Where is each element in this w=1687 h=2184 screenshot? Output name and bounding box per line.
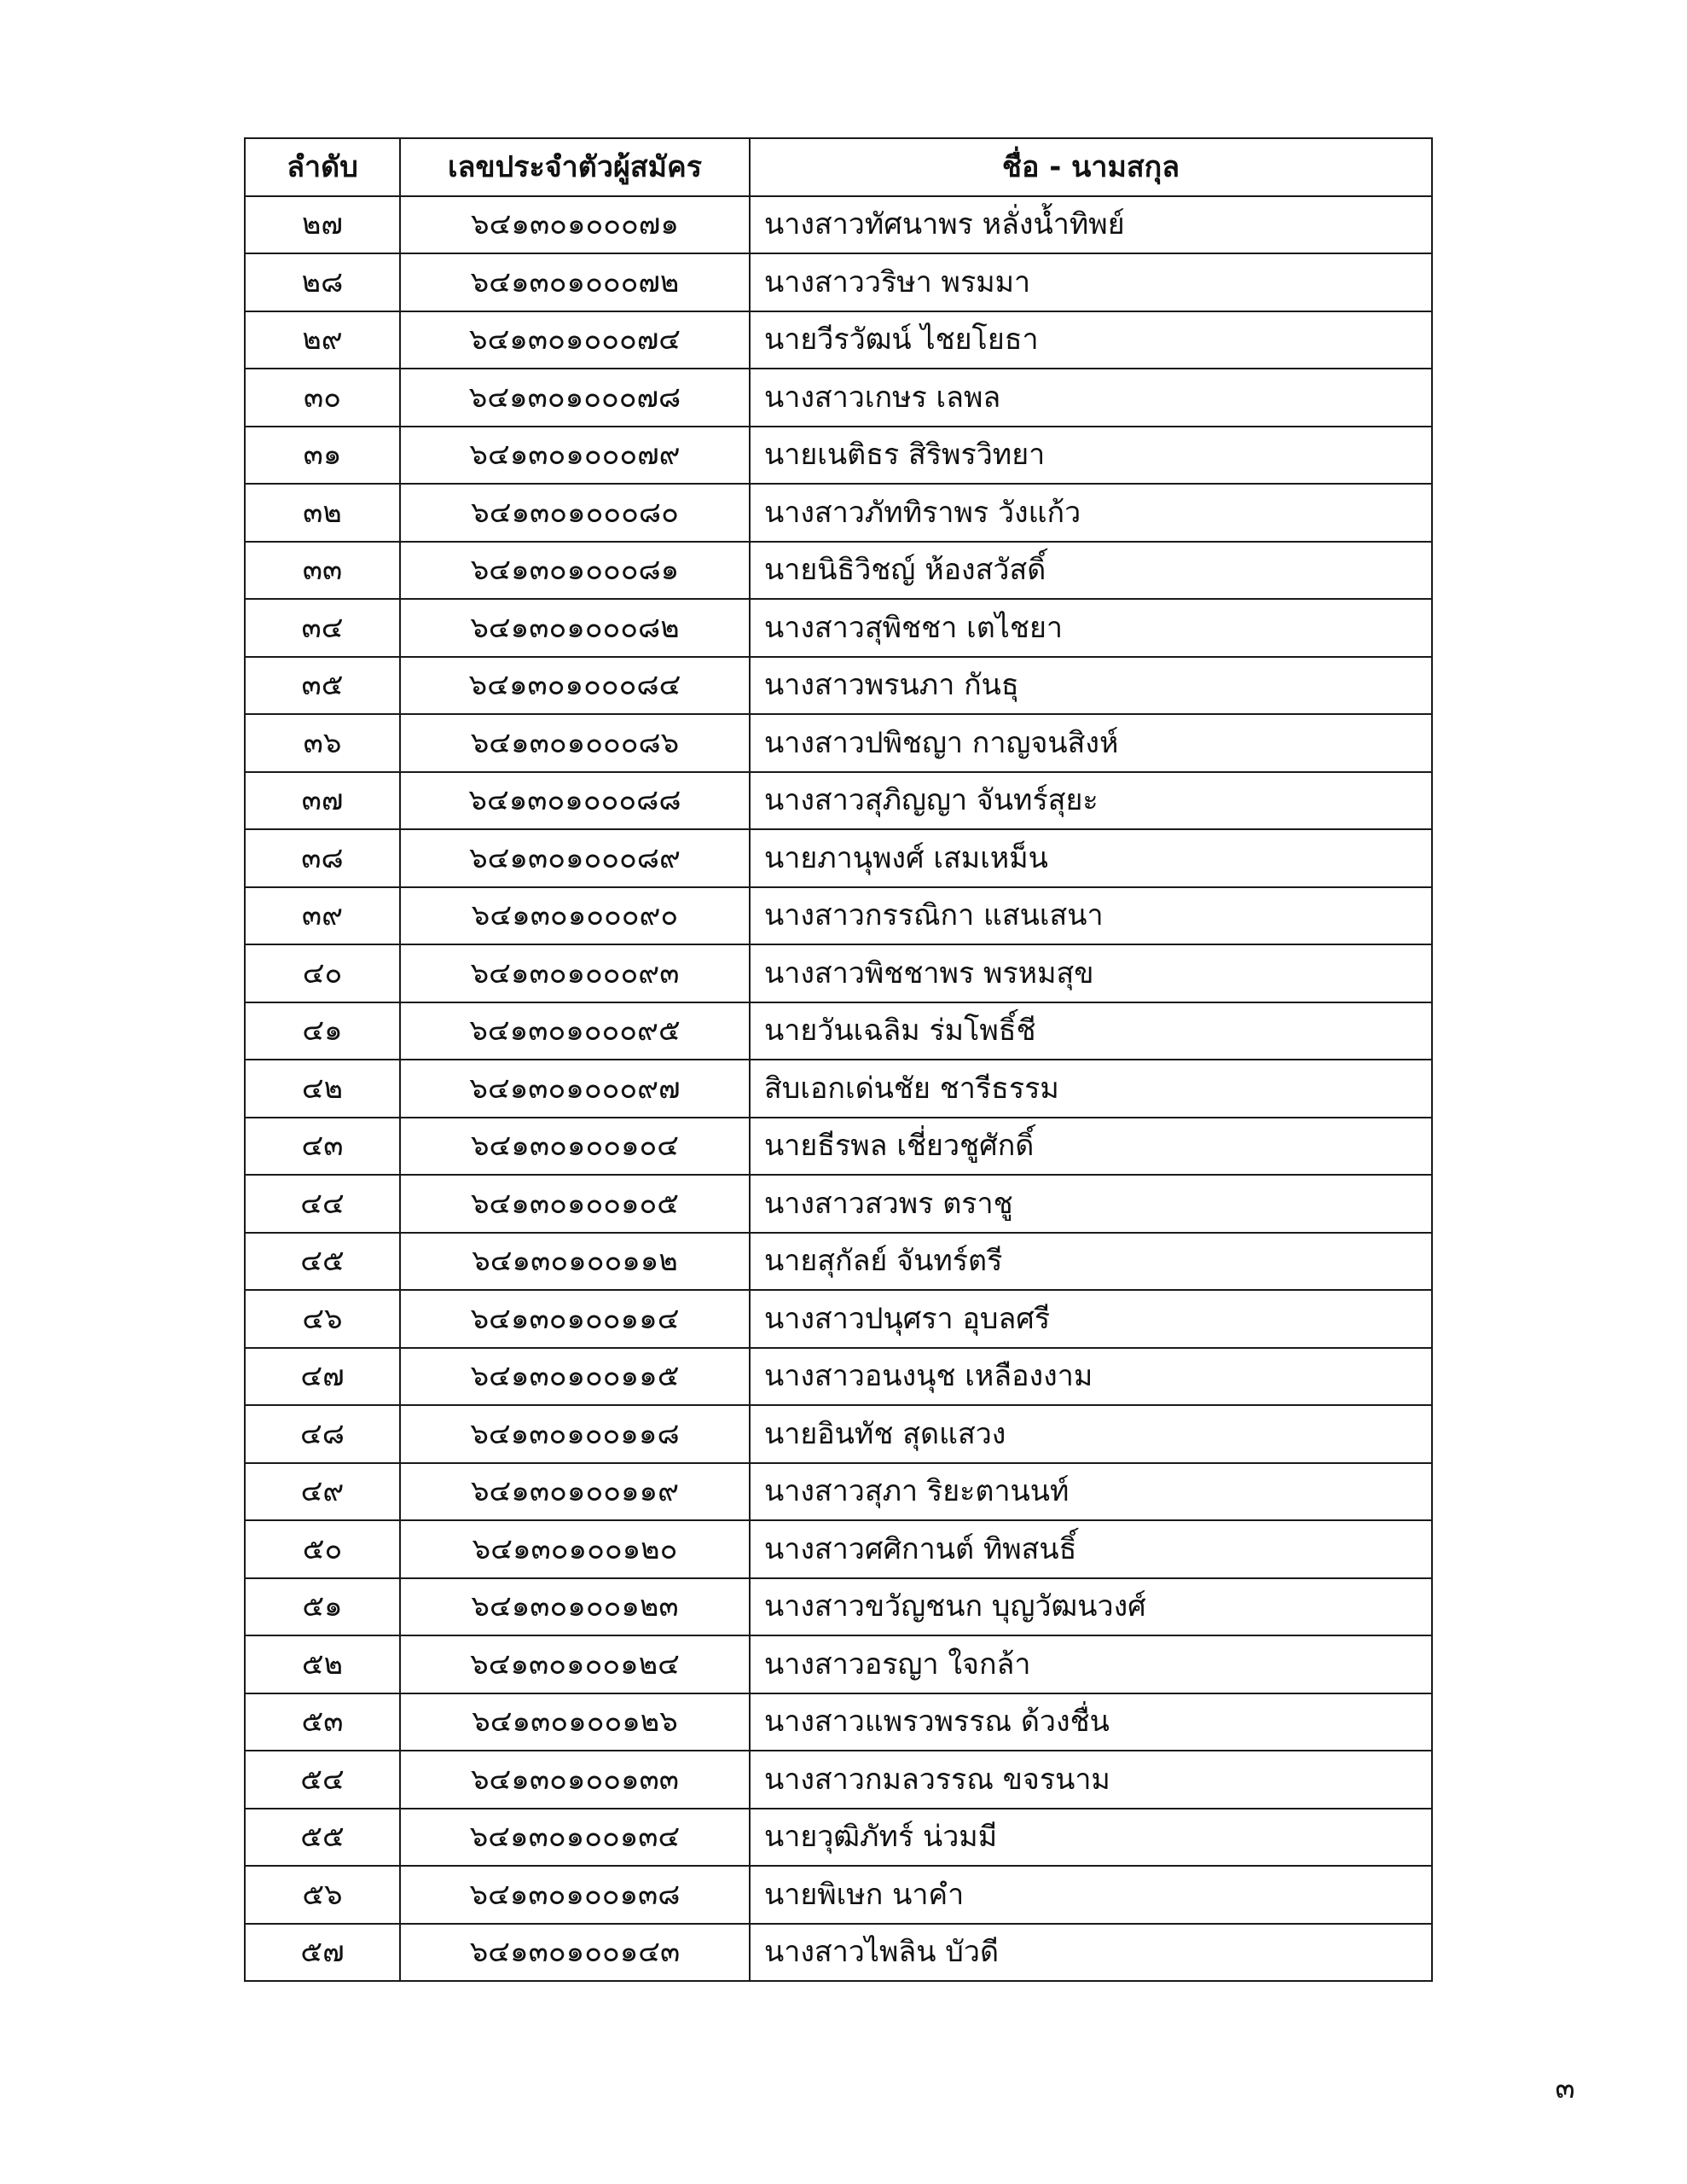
page-number: ๓ — [1555, 2071, 1575, 2106]
applicant-id: ๖๔๑๓๐๑๐๐๐๗๘ — [400, 369, 750, 427]
table-row — [245, 369, 1432, 427]
row-number: ๔๔ — [245, 1175, 400, 1233]
applicant-id: ๖๔๑๓๐๑๐๐๐๘๔ — [400, 657, 750, 715]
row-number: ๔๘ — [245, 1405, 400, 1463]
row-number: ๔๕ — [245, 1233, 400, 1291]
row-number: ๓๓ — [245, 542, 400, 600]
header-applicant-id: เลขประจำตัวผู้สมัคร — [400, 138, 750, 196]
applicant-name: นางสาวทัศนาพร หลั่งน้ำทิพย์ — [750, 196, 1432, 254]
applicant-id: ๖๔๑๓๐๑๐๐๐๗๙ — [400, 427, 750, 485]
applicant-id: ๖๔๑๓๐๑๐๐๑๒๖ — [400, 1693, 750, 1751]
applicant-id: ๖๔๑๓๐๑๐๐๐๙๐ — [400, 887, 750, 945]
row-number: ๓๑ — [245, 427, 400, 485]
table-row — [245, 1866, 1432, 1924]
table-row — [245, 1118, 1432, 1176]
table-row — [245, 311, 1432, 369]
row-number: ๓๕ — [245, 657, 400, 715]
row-number: ๔๙ — [245, 1463, 400, 1521]
applicant-name: นางสาวปพิชญา กาญจนสิงห์ — [750, 714, 1432, 772]
table-row — [245, 599, 1432, 657]
table-row — [245, 829, 1432, 887]
applicant-id: ๖๔๑๓๐๑๐๐๑๑๙ — [400, 1463, 750, 1521]
applicant-name: นางสาวสุภา ริยะตานนท์ — [750, 1463, 1432, 1521]
applicant-name: นางสาวปนุศรา อุบลศรี — [750, 1290, 1432, 1348]
applicant-name: นางสาวเกษร เลพล — [750, 369, 1432, 427]
applicant-id: ๖๔๑๓๐๑๐๐๑๒๔ — [400, 1635, 750, 1693]
applicant-name: นางสาวไพลิน บัวดี — [750, 1924, 1432, 1982]
row-number: ๕๔ — [245, 1751, 400, 1809]
table-row — [245, 1233, 1432, 1291]
row-number: ๔๒ — [245, 1060, 400, 1118]
table-row — [245, 1924, 1432, 1982]
applicant-name: นายวันเฉลิม ร่มโพธิ์ชี — [750, 1002, 1432, 1060]
row-number: ๒๘ — [245, 253, 400, 311]
row-number: ๔๖ — [245, 1290, 400, 1348]
applicant-name: สิบเอกเด่นชัย ชารีธรรม — [750, 1060, 1432, 1118]
applicant-id: ๖๔๑๓๐๑๐๐๑๒๓ — [400, 1578, 750, 1636]
applicant-id: ๖๔๑๓๐๑๐๐๑๑๕ — [400, 1348, 750, 1406]
applicant-id: ๖๔๑๓๐๑๐๐๐๙๗ — [400, 1060, 750, 1118]
table-body — [245, 196, 1432, 1982]
table-header — [245, 138, 1432, 196]
table-row — [245, 542, 1432, 600]
table-row — [245, 1290, 1432, 1348]
row-number: ๓๒ — [245, 484, 400, 542]
table-row — [245, 484, 1432, 542]
header-row — [245, 138, 1432, 196]
applicant-id: ๖๔๑๓๐๑๐๐๑๑๔ — [400, 1290, 750, 1348]
table-row — [245, 1520, 1432, 1578]
row-number: ๕๑ — [245, 1578, 400, 1636]
table-row — [245, 772, 1432, 830]
applicant-name: นางสาวแพรวพรรณ ด้วงชื่น — [750, 1693, 1432, 1751]
row-number: ๓๙ — [245, 887, 400, 945]
row-number: ๒๙ — [245, 311, 400, 369]
row-number: ๕๓ — [245, 1693, 400, 1751]
applicant-name: นางสาวอนงนุช เหลืองงาม — [750, 1348, 1432, 1406]
applicant-id: ๖๔๑๓๐๑๐๐๑๒๐ — [400, 1520, 750, 1578]
applicant-id: ๖๔๑๓๐๑๐๐๐๙๓ — [400, 944, 750, 1002]
applicant-id: ๖๔๑๓๐๑๐๐๐๘๒ — [400, 599, 750, 657]
table-row — [245, 1060, 1432, 1118]
table-row — [245, 253, 1432, 311]
row-number: ๓๗ — [245, 772, 400, 830]
row-number: ๔๐ — [245, 944, 400, 1002]
table-row — [245, 714, 1432, 772]
applicant-name: นางสาวพิชชาพร พรหมสุข — [750, 944, 1432, 1002]
table-row — [245, 1578, 1432, 1636]
table-row — [245, 944, 1432, 1002]
applicant-name: นางสาวพรนภา กันธุ — [750, 657, 1432, 715]
header-no: ลำดับ — [245, 138, 400, 196]
row-number: ๕๖ — [245, 1866, 400, 1924]
applicant-id: ๖๔๑๓๐๑๐๐๑๓๔ — [400, 1809, 750, 1867]
table-row — [245, 1175, 1432, 1233]
table-row — [245, 1693, 1432, 1751]
applicant-name: นางสาวภัททิราพร วังแก้ว — [750, 484, 1432, 542]
applicant-id: ๖๔๑๓๐๑๐๐๑๑๘ — [400, 1405, 750, 1463]
applicant-id: ๖๔๑๓๐๑๐๐๐๘๐ — [400, 484, 750, 542]
row-number: ๕๐ — [245, 1520, 400, 1578]
applicant-id: ๖๔๑๓๐๑๐๐๐๙๕ — [400, 1002, 750, 1060]
applicant-id: ๖๔๑๓๐๑๐๐๑๑๒ — [400, 1233, 750, 1291]
table-row — [245, 196, 1432, 254]
row-number: ๒๗ — [245, 196, 400, 254]
applicant-name: นางสาวศศิกานต์ ทิพสนธิ์ — [750, 1520, 1432, 1578]
applicant-name: นายพิเษก นาคำ — [750, 1866, 1432, 1924]
applicant-id: ๖๔๑๓๐๑๐๐๐๘๙ — [400, 829, 750, 887]
table-row — [245, 1348, 1432, 1406]
applicant-name: นางสาววริษา พรมมา — [750, 253, 1432, 311]
applicant-name: นางสาวสวพร ตราชู — [750, 1175, 1432, 1233]
row-number: ๕๒ — [245, 1635, 400, 1693]
row-number: ๓๖ — [245, 714, 400, 772]
table-row — [245, 887, 1432, 945]
applicant-name: นางสาวกมลวรรณ ขจรนาม — [750, 1751, 1432, 1809]
applicant-id: ๖๔๑๓๐๑๐๐๐๗๔ — [400, 311, 750, 369]
row-number: ๓๘ — [245, 829, 400, 887]
applicant-name: นายวีรวัฒน์ ไชยโยธา — [750, 311, 1432, 369]
applicant-name: นายวุฒิภัทร์ น่วมมี — [750, 1809, 1432, 1867]
applicant-id: ๖๔๑๓๐๑๐๐๐๗๒ — [400, 253, 750, 311]
applicant-id: ๖๔๑๓๐๑๐๐๑๓๘ — [400, 1866, 750, 1924]
row-number: ๔๗ — [245, 1348, 400, 1406]
applicant-name: นายเนติธร สิริพรวิทยา — [750, 427, 1432, 485]
applicant-name: นางสาวอรญา ใจกล้า — [750, 1635, 1432, 1693]
applicant-name: นายอินทัช สุดแสวง — [750, 1405, 1432, 1463]
table-row — [245, 1405, 1432, 1463]
row-number: ๔๓ — [245, 1118, 400, 1176]
applicant-name: นางสาวสุพิชชา เตไชยา — [750, 599, 1432, 657]
applicant-table — [244, 137, 1433, 1982]
applicant-id: ๖๔๑๓๐๑๐๐๐๘๑ — [400, 542, 750, 600]
row-number: ๕๗ — [245, 1924, 400, 1982]
applicant-name: นายภานุพงศ์ เสมเหม็น — [750, 829, 1432, 887]
row-number: ๓๐ — [245, 369, 400, 427]
applicant-name: นายสุกัลย์ จันทร์ตรี — [750, 1233, 1432, 1291]
applicant-name: นางสาวขวัญชนก บุญวัฒนวงศ์ — [750, 1578, 1432, 1636]
table-row — [245, 657, 1432, 715]
applicant-id: ๖๔๑๓๐๑๐๐๑๐๔ — [400, 1118, 750, 1176]
table-row — [245, 1635, 1432, 1693]
table-row — [245, 1751, 1432, 1809]
table-row — [245, 1809, 1432, 1867]
row-number: ๕๕ — [245, 1809, 400, 1867]
applicant-id: ๖๔๑๓๐๑๐๐๑๐๕ — [400, 1175, 750, 1233]
header-full-name: ชื่อ - นามสกุล — [750, 138, 1432, 196]
applicant-name: นายธีรพล เชี่ยวชูศักดิ์ — [750, 1118, 1432, 1176]
applicant-name: นางสาวกรรณิกา แสนเสนา — [750, 887, 1432, 945]
applicant-id: ๖๔๑๓๐๑๐๐๐๘๖ — [400, 714, 750, 772]
table-row — [245, 427, 1432, 485]
applicant-id: ๖๔๑๓๐๑๐๐๐๗๑ — [400, 196, 750, 254]
applicant-id: ๖๔๑๓๐๑๐๐๐๘๘ — [400, 772, 750, 830]
applicant-id: ๖๔๑๓๐๑๐๐๑๓๓ — [400, 1751, 750, 1809]
row-number: ๔๑ — [245, 1002, 400, 1060]
table-row — [245, 1002, 1432, 1060]
applicant-name: นายนิธิวิชญ์ ห้องสวัสดิ์ — [750, 542, 1432, 600]
table-row — [245, 1463, 1432, 1521]
row-number: ๓๔ — [245, 599, 400, 657]
applicant-name: นางสาวสุภิญญา จันทร์สุยะ — [750, 772, 1432, 830]
applicant-id: ๖๔๑๓๐๑๐๐๑๔๓ — [400, 1924, 750, 1982]
